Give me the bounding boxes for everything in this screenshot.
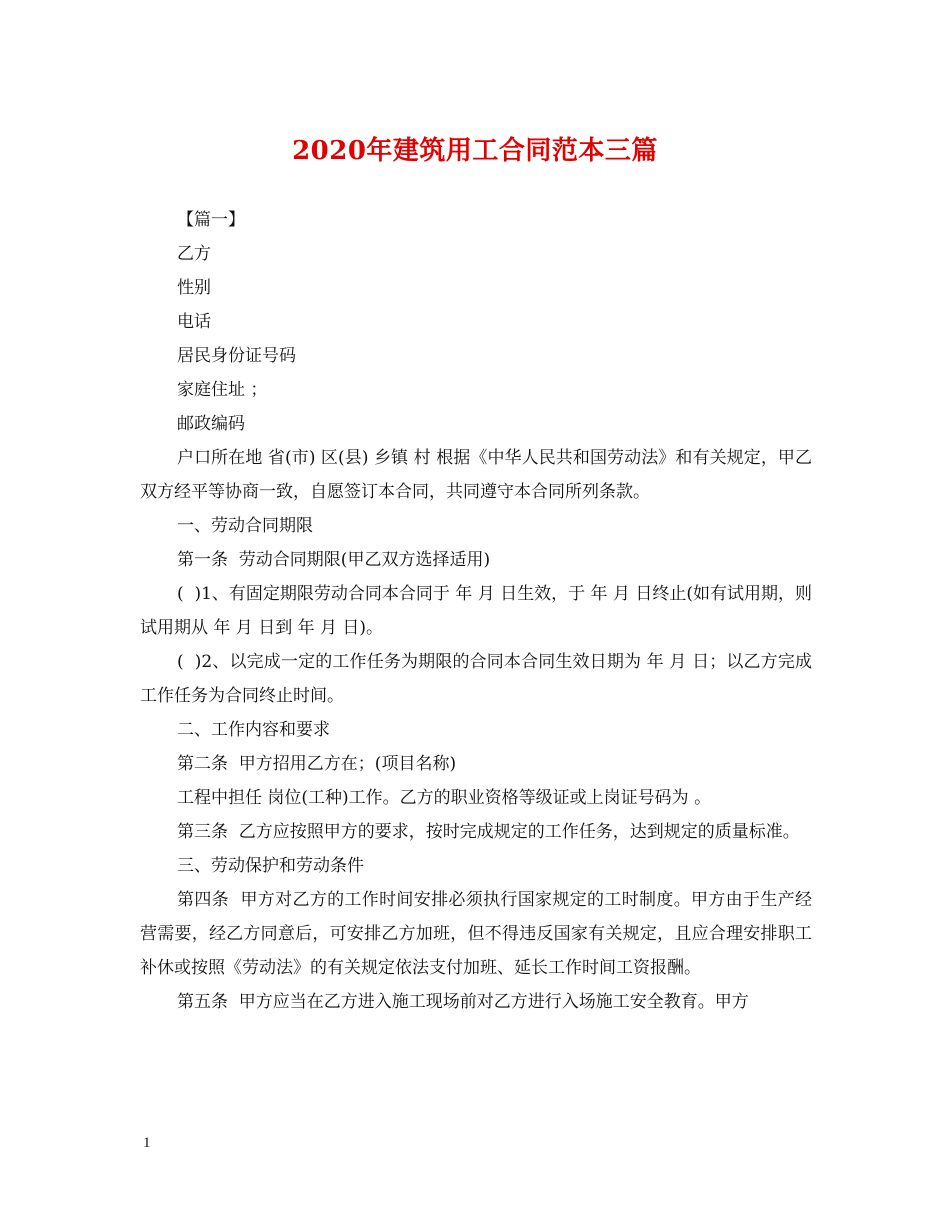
option-paragraph: ( )1、有固定期限劳动合同本合同于 年 月 日生效，于 年 月 日终止(如有试用期，则试用期从 年 月 日到 年 月 日)。 [140,584,812,638]
article-paragraph: 第二条 甲方招用乙方在；(项目名称) [177,754,457,774]
field-label: 居民身份证号码 [177,346,296,366]
article-paragraph: 第四条 甲方对乙方的工作时间安排必须执行国家规定的工时制度。甲方由于生产经营需要，经乙方同意后，可安排乙方加班，但不得违反国家有关规定，且应合理安排职工补休或按照《劳动法》的有关规定依法支付加班、延长工作时间工资报酬。 [140,890,812,978]
body-paragraph: 户口所在地 省(市) 区(县) 乡镇 村 根据《中华人民共和国劳动法》和有关规定，甲乙双方经平等协商一致，自愿签订本合同，共同遵守本合同所列条款。 [140,448,812,502]
document-body [140,203,818,1019]
page-number: 1 [143,1135,151,1151]
article-paragraph: 第三条 乙方应按照甲方的要求，按时完成规定的工作任务，达到规定的质量标准。 [177,822,800,842]
field-label: 性别 [177,278,211,298]
chapter-heading: 一、劳动合同期限 [177,516,313,536]
field-label: 乙方 [177,244,211,264]
body-paragraph: 工程中担任 岗位(工种)工作。乙方的职业资格等级证或上岗证号码为 。 [177,788,712,808]
article-paragraph: 第一条 劳动合同期限(甲乙双方选择适用) [177,550,491,570]
chapter-heading: 三、劳动保护和劳动条件 [177,856,364,876]
document-title: 2020年建筑用工合同范本三篇 [292,136,658,166]
field-label: 电话 [177,312,211,332]
article-paragraph: 第五条 甲方应当在乙方进入施工现场前对乙方进行入场施工安全教育。甲方 [177,992,749,1012]
section-heading: 【篇一】 [177,210,245,230]
chapter-heading: 二、工作内容和要求 [177,720,330,740]
field-label: 家庭住址 ； [177,380,268,400]
field-label: 邮政编码 [177,414,245,434]
option-paragraph: ( )2、以完成一定的工作任务为期限的合同本合同生效日期为 年 月 日；以乙方完成 工作任务为合同终止时间。 [140,652,818,706]
